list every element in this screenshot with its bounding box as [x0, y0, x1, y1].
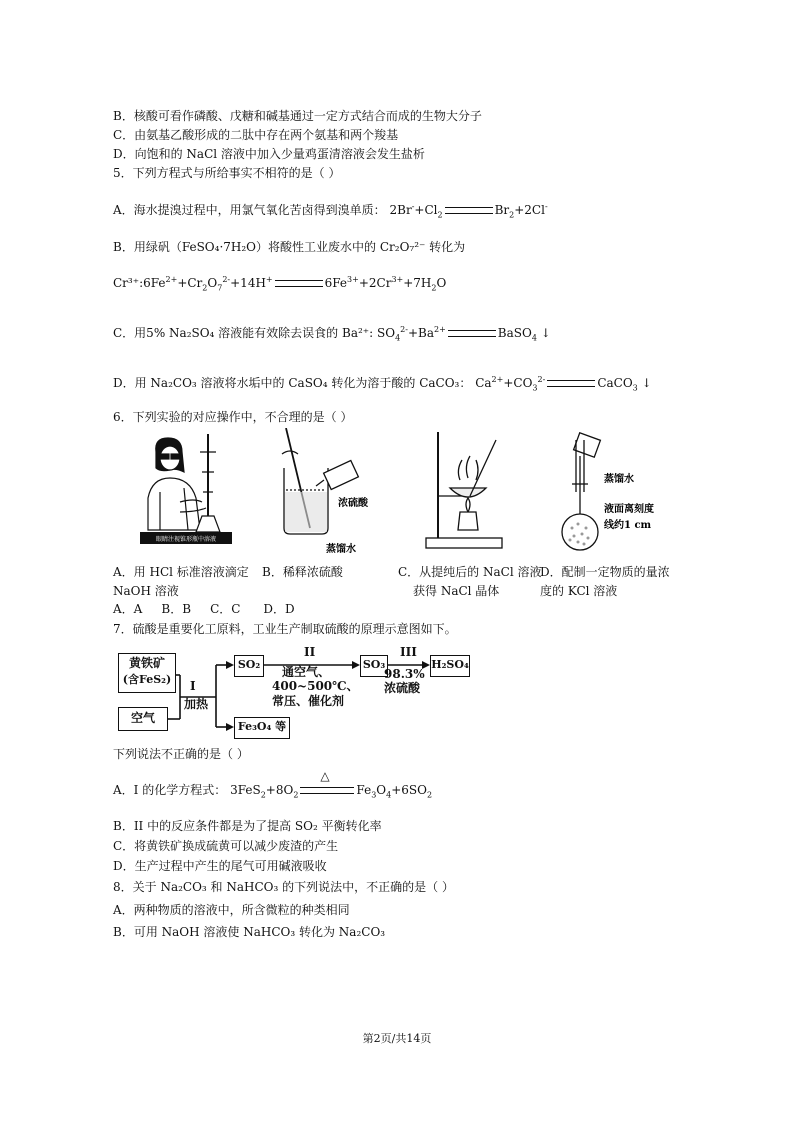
q7-a-text: A．I 的化学方程式：: [113, 783, 227, 797]
q6-opt-c-line2: 获得 NaCl 晶体: [413, 584, 500, 598]
q5-c-equation: $SO_4^{2-}+Ba^{2+}$ BaSO$_4$ ↓: [377, 325, 551, 343]
q6-fig-a-caption: 眼睛注视锥形瓶中溶液: [155, 536, 217, 543]
q5-a-equation: $2Br^-+Cl_2$ $Br_2+2Cl^-$: [389, 202, 548, 220]
q6-figure-c-evaporation: [424, 430, 508, 550]
q7-sub-stem: 下列说法不正确的是（ ）: [113, 747, 249, 761]
q7-cond-2b: 400~500℃、: [272, 679, 359, 693]
q7-stem: 7．硫酸是重要化工原料，工业生产制取硫酸的原理示意图如下。: [113, 622, 457, 636]
page-footer: 第2页/共14页: [362, 1032, 432, 1045]
q6-opt-d-line1: D．配制一定物质的量浓: [540, 565, 670, 579]
q6-stem: 6．下列实验的对应操作中，不合理的是（ ）: [113, 410, 353, 424]
q8-option-a: A．两种物质的溶液中，所含微粒的种类相同: [113, 903, 350, 917]
q4-option-d: D．向饱和的 NaCl 溶液中加入少量鸡蛋清溶液会发生盐析: [113, 147, 425, 161]
q5-option-a: [113, 199, 548, 223]
q7-cond-3b: 浓硫酸: [384, 681, 421, 695]
q7-cond-3a: 98.3%: [384, 667, 425, 681]
q6-figure-b-dilution: [276, 428, 376, 554]
q6-fig-d-label-line: 线约1 cm: [604, 520, 652, 531]
q5-d-equation: $Ca^{2+}+CO_3^{2-}$ CaCO$_3$ ↓: [475, 375, 652, 393]
q6-fig-d-label-water: 蒸馏水: [604, 474, 634, 485]
q5-stem: 5．下列方程式与所给事实不相符的是（ ）: [113, 166, 341, 180]
q7-a-equation: $3FeS_2+8O_2$ △ $Fe_3O_4+6SO_2$: [230, 769, 433, 800]
q7-box-so2: SO₂: [234, 655, 264, 677]
q6-opt-b-line1: B．稀释浓硫酸: [262, 565, 343, 579]
q7-step-2: II: [304, 645, 316, 659]
q6-opt-d-line2: 度的 KCl 溶液: [540, 584, 618, 598]
q5-option-b: B．用绿矾（FeSO₄·7H₂O）将酸性工业废水中的 Cr₂O₇²⁻ 转化为: [113, 240, 466, 254]
q8-option-b: B．可用 NaOH 溶液使 NaHCO₃ 转化为 Na₂CO₃: [113, 925, 386, 939]
q7-option-b: B．II 中的反应条件都是为了提高 SO₂ 平衡转化率: [113, 819, 382, 833]
q4-option-c: C．由氨基乙酸形成的二肽中存在两个氨基和两个羧基: [113, 128, 399, 142]
q5-option-c: [113, 322, 551, 346]
q6-fig-b-label-water: 蒸馏水: [326, 544, 356, 554]
q7-box-air: 空气: [118, 707, 168, 731]
q5-d-text: D．用 Na₂CO₃ 溶液将水垢中的 CaSO₄ 转化为溶于酸的 CaCO₃：: [113, 376, 472, 390]
q7-box-so3: SO₃: [360, 655, 388, 677]
q7-option-a: [113, 769, 433, 803]
q7-box-h2so4: H₂SO₄: [430, 655, 470, 677]
q6-opt-c-line1: C．从提纯后的 NaCl 溶液: [398, 565, 542, 579]
q6-opt-a-line1: A．用 HCl 标准溶液滴定: [113, 565, 249, 579]
q7-cond-2a: 通空气、: [282, 665, 331, 679]
q5-a-text: A．海水提溴过程中，用氯气氧化苦卤得到溴单质：: [113, 203, 386, 217]
q5-b-equation: $Cr^{3+}:6Fe^{2+}+Cr_2O_7^{2-}+14H^+$ $6Fe^{3+}+2Cr^{3+}+7H_2O$: [113, 275, 447, 293]
q6-fig-b-label-acid: 浓硫酸: [338, 498, 368, 509]
q6-opt-a-line2: NaOH 溶液: [113, 584, 179, 598]
q4-option-b: B．核酸可看作磷酸、戊糖和碱基通过一定方式结合而成的生物大分子: [113, 109, 482, 123]
q7-box-pyrite: 黄铁矿 (含FeS₂): [118, 653, 176, 693]
q5-option-d: [113, 372, 652, 396]
q8-stem: 8．关于 Na₂CO₃ 和 NaHCO₃ 的下列说法中，不正确的是（ ）: [113, 880, 454, 894]
q7-step-1: I: [190, 679, 196, 693]
q6-choices: A．A B．B C．C D．D: [113, 602, 295, 616]
q7-cond-2c: 常压、催化剂: [272, 694, 345, 708]
q7-step-1-condition: 加热: [184, 697, 209, 711]
q7-flow-diagram: [116, 645, 476, 745]
q5-c-text: C．用5% Na₂SO₄ 溶液能有效除去误食的 Ba²⁺:: [113, 326, 374, 340]
q6-figure-a-titration: [140, 432, 232, 544]
q7-step-3: III: [400, 645, 417, 659]
q7-option-d: D．生产过程中产生的尾气可用碱液吸收: [113, 859, 327, 873]
q7-option-c: C．将黄铁矿换成硫黄可以减少废渣的产生: [113, 839, 339, 853]
q7-box-fe3o4: Fe₃O₄ 等: [234, 717, 290, 739]
q6-figure-d-volumetric-flask: [560, 432, 680, 556]
q6-fig-d-label-level: 液面离刻度: [604, 504, 654, 515]
